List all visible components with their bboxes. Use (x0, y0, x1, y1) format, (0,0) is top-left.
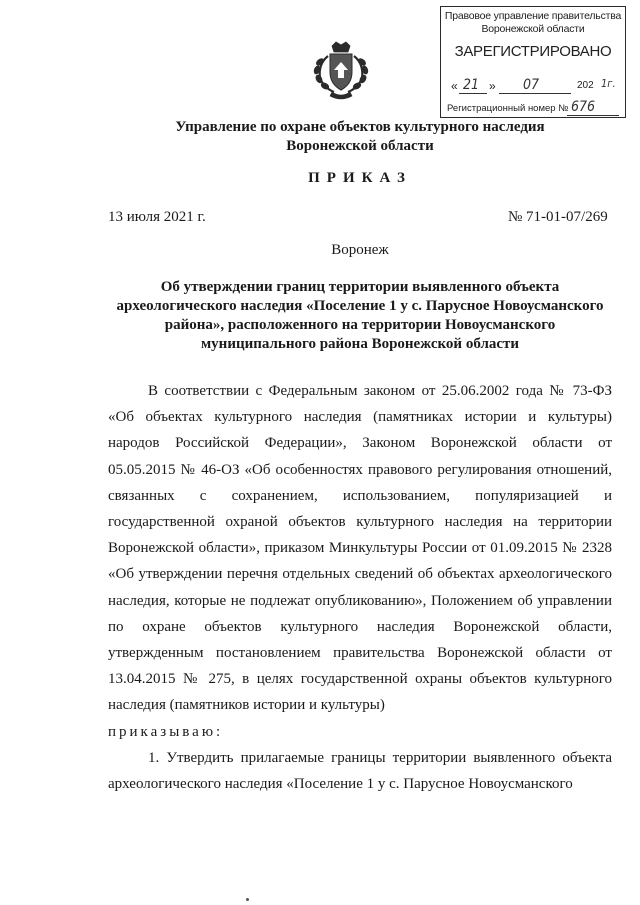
stamp-date-row (449, 79, 619, 95)
document-city: Воронеж (331, 242, 389, 258)
organization-title-line2: Воронежской области (286, 138, 434, 154)
body-paragraph-preamble: В соответствии с Федеральным законом от 25.06.2002 года № 73-ФЗ «Об объектах культурного наследия (памятниках истории и культуры) народов Российской Федерации», Законом Воронежской области от 05.05.2015 № 46-ОЗ «Об особенностях правового регулирования отношений, связанных с сохранением, использованием, популяризацией и государственной охраной объектов культурного наследия на территории Воронежской области», приказом Минкультуры России от 01.09.2015 № 2328 «Об утверждении перечня отдельных сведений об объектах археологического наследия, которые не подлежат опубликованию», Положением об управлении по охране объектов культурного наследия Воронежской области, утвержденным постановлением правительства Воронежской области от 13.04.2015 № 275, в целях государственной охраны объектов культурного наследия (памятников истории и культуры) (108, 383, 612, 714)
body-order-word: приказываю: (108, 723, 224, 740)
organization-title (60, 118, 640, 156)
document-subject (116, 278, 604, 354)
stamp-month: 07 (523, 77, 540, 93)
stamp-day: 21 (463, 77, 480, 93)
subject-line3: района», расположенного на территории Новоусманского (164, 317, 556, 333)
stamp-year-suffix: 1г. (601, 77, 616, 90)
document-type: ПРИКАЗ (308, 170, 412, 186)
stamp-org-line1: Правовое управление правительства (444, 10, 622, 22)
stamp-quote-open: « (451, 79, 458, 93)
stamp-org-line2: Воронежской области (481, 23, 585, 35)
stamp-quote-close: » (489, 79, 496, 93)
stamp-year-prefix: 202 (577, 80, 594, 91)
stamp-org (441, 10, 625, 36)
document-body (108, 378, 612, 797)
page-mark (246, 898, 249, 901)
organization-title-line1: Управление по охране объектов культурного наследия (175, 119, 545, 135)
document-date: 13 июля 2021 г. (108, 209, 206, 225)
registration-stamp (440, 6, 626, 118)
stamp-number: 676 (571, 99, 596, 115)
voronezh-coat-of-arms-icon (308, 40, 374, 100)
subject-line4: муниципального района Воронежской области (200, 336, 520, 352)
body-item-1: 1. Утвердить прилагаемые границы территории выявленного объекта археологического наследия «Поселение 1 у с. Парусное Новоусманского (108, 749, 612, 793)
document-number: № 71-01-07/269 (508, 209, 608, 225)
subject-line2: археологического наследия «Поселение 1 у с. Парусное Новоусманского (116, 298, 604, 314)
stamp-registered: ЗАРЕГИСТРИРОВАНО (454, 43, 612, 60)
subject-line1: Об утверждении границ территории выявленного объекта (160, 279, 560, 295)
stamp-number-label: Регистрационный номер № (447, 103, 569, 114)
